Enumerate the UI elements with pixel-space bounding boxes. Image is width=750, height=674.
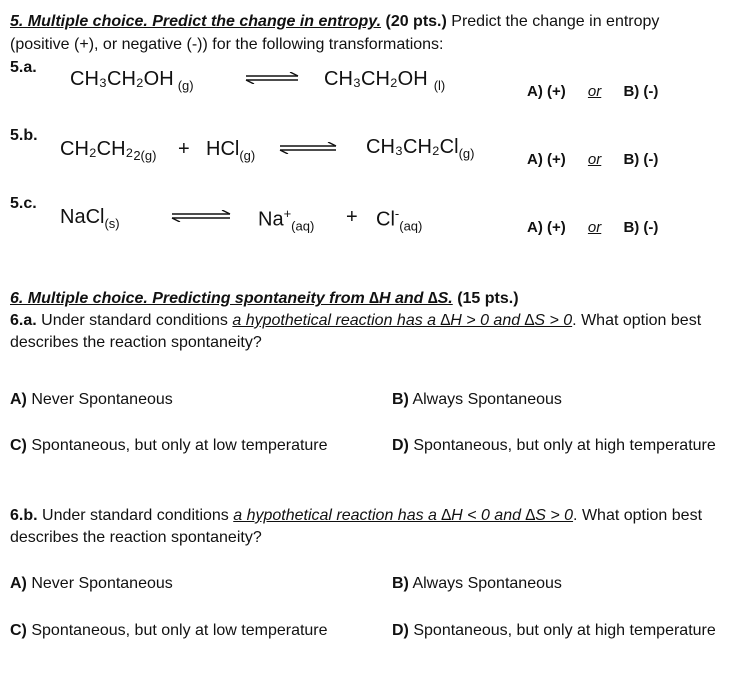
q6a-option-a-letter: A) — [10, 391, 27, 408]
q5a-product-state: (l) — [433, 78, 446, 93]
q6b-option-a-letter: A) — [10, 575, 27, 592]
q5b-or: or — [587, 151, 602, 168]
q5c-product-1-state: (aq) — [291, 218, 315, 234]
q5b-label: 5.b. — [10, 127, 38, 144]
q5b-product-formula: CH₃CH₂Cl — [366, 136, 459, 158]
q6-points: (15 pts.) — [457, 290, 519, 307]
q6a-option-c[interactable] — [10, 436, 328, 456]
q5b-reactant-2-state: (g) — [239, 148, 256, 163]
q6a-option-c-text: Spontaneous, but only at low temperature — [31, 437, 328, 454]
q6b-stem-line-1 — [10, 506, 702, 526]
q6a-option-b-text: Always Spontaneous — [412, 391, 562, 408]
q6b-option-d-text: Spontaneous, but only at high temperature — [413, 622, 716, 639]
q5c-product-1-formula: Na — [258, 208, 284, 231]
q5b-product — [366, 136, 474, 161]
q6a-text-3: describes the reaction spontaneity? — [10, 334, 262, 351]
q5a-option-b[interactable]: B) (-) — [623, 83, 659, 100]
q6a-option-c-letter: C) — [10, 437, 27, 454]
q6a-option-a[interactable] — [10, 390, 173, 410]
q6a-option-d-letter: D) — [392, 437, 409, 454]
q6b-option-c-letter: C) — [10, 622, 27, 639]
q6a-option-d-text: Spontaneous, but only at high temperature — [413, 437, 716, 454]
q5c-product-2 — [376, 206, 422, 234]
q5-points: (20 pts.) — [385, 13, 447, 30]
q6a-text-2: . What option best — [572, 312, 702, 329]
q6b-option-b-letter: B) — [392, 575, 409, 592]
q5c-product-2-state: (aq) — [399, 218, 423, 234]
q5a-reactant-state: (g) — [177, 78, 194, 93]
q6b-option-d-letter: D) — [392, 622, 409, 639]
q5-intro-2: (positive (+), or negative (-)) for the following transformations: — [10, 36, 444, 53]
q6a-option-d[interactable] — [392, 436, 716, 456]
q5b-option-b[interactable]: B) (-) — [623, 151, 659, 168]
q5c-reactant-state: (s) — [104, 216, 120, 231]
q5a-option-a[interactable]: A) (+) — [527, 83, 566, 100]
q5b-option-a[interactable]: A) (+) — [527, 151, 566, 168]
q5a-product — [324, 68, 445, 93]
q5b-reactant-2 — [206, 138, 255, 163]
q5c-plus: + — [346, 206, 358, 228]
q5b-options — [527, 151, 658, 168]
q5-intro-1: Predict the change in entropy — [451, 13, 660, 30]
q6-header-line — [10, 289, 519, 309]
q5b-reactant-1 — [60, 138, 156, 163]
q5a-or: or — [587, 83, 602, 100]
q6a-option-a-text: Never Spontaneous — [31, 391, 173, 408]
q6b-option-d[interactable] — [392, 621, 716, 641]
q6b-condition: a hypothetical reaction has a ∆H < 0 and ∆S > 0 — [233, 507, 574, 524]
q6b-option-a[interactable] — [10, 574, 173, 594]
q5b-product-state: (g) — [458, 146, 475, 161]
q5c-product-1-charge: + — [283, 206, 292, 221]
q6b-option-b-text: Always Spontaneous — [412, 575, 562, 592]
q5-header: 5. Multiple choice. Predict the change in entropy. — [10, 13, 382, 30]
q5c-option-a[interactable]: A) (+) — [527, 219, 566, 236]
q5a-options — [527, 83, 658, 100]
q5a-label: 5.a. — [10, 59, 37, 76]
q6b-option-c[interactable] — [10, 621, 328, 641]
q5b-reactant-2-formula: HCl — [206, 138, 240, 160]
q5a-reactant — [70, 68, 194, 93]
q5c-product-1 — [258, 206, 314, 234]
q6b-option-a-text: Never Spontaneous — [31, 575, 173, 592]
q5-header-line — [10, 12, 659, 32]
equilibrium-arrow-icon — [278, 142, 338, 154]
q6a-option-b[interactable] — [392, 390, 562, 410]
q6b-option-b[interactable] — [392, 574, 562, 594]
q6b-text-1: Under standard conditions — [42, 507, 229, 524]
q5b-reactant-1-state: 2(g) — [133, 148, 157, 163]
q5c-product-2-charge: - — [394, 206, 400, 221]
q5c-product-2-formula: Cl — [376, 208, 395, 231]
q6-header: 6. Multiple choice. Predicting spontaneity from ∆H and ∆S. — [10, 290, 453, 307]
q5b-reactant-1-formula: CH₂CH₂ — [60, 138, 134, 160]
q6a-label: 6.a. — [10, 312, 37, 329]
q6a-condition: a hypothetical reaction has a ∆H > 0 and ∆S > 0 — [232, 312, 573, 329]
q5c-or: or — [587, 219, 602, 236]
equilibrium-arrow-icon — [170, 210, 232, 222]
q5c-reactant — [60, 206, 120, 231]
q6b-text-3: describes the reaction spontaneity? — [10, 529, 262, 546]
equilibrium-arrow-icon — [244, 72, 300, 84]
q6a-text-1: Under standard conditions — [41, 312, 228, 329]
q5b-plus: + — [178, 138, 190, 160]
q5c-options — [527, 219, 658, 236]
q6b-label: 6.b. — [10, 507, 38, 524]
q5c-reactant-formula: NaCl — [60, 206, 105, 228]
q5a-reactant-formula: CH₃CH₂OH — [70, 68, 174, 90]
q6a-stem-line-1 — [10, 311, 701, 331]
q5c-label: 5.c. — [10, 195, 37, 212]
q6b-option-c-text: Spontaneous, but only at low temperature — [31, 622, 328, 639]
q6b-text-2: . What option best — [573, 507, 703, 524]
q5a-product-formula: CH₃CH₂OH — [324, 68, 428, 90]
q6a-option-b-letter: B) — [392, 391, 409, 408]
q5c-option-b[interactable]: B) (-) — [623, 219, 659, 236]
